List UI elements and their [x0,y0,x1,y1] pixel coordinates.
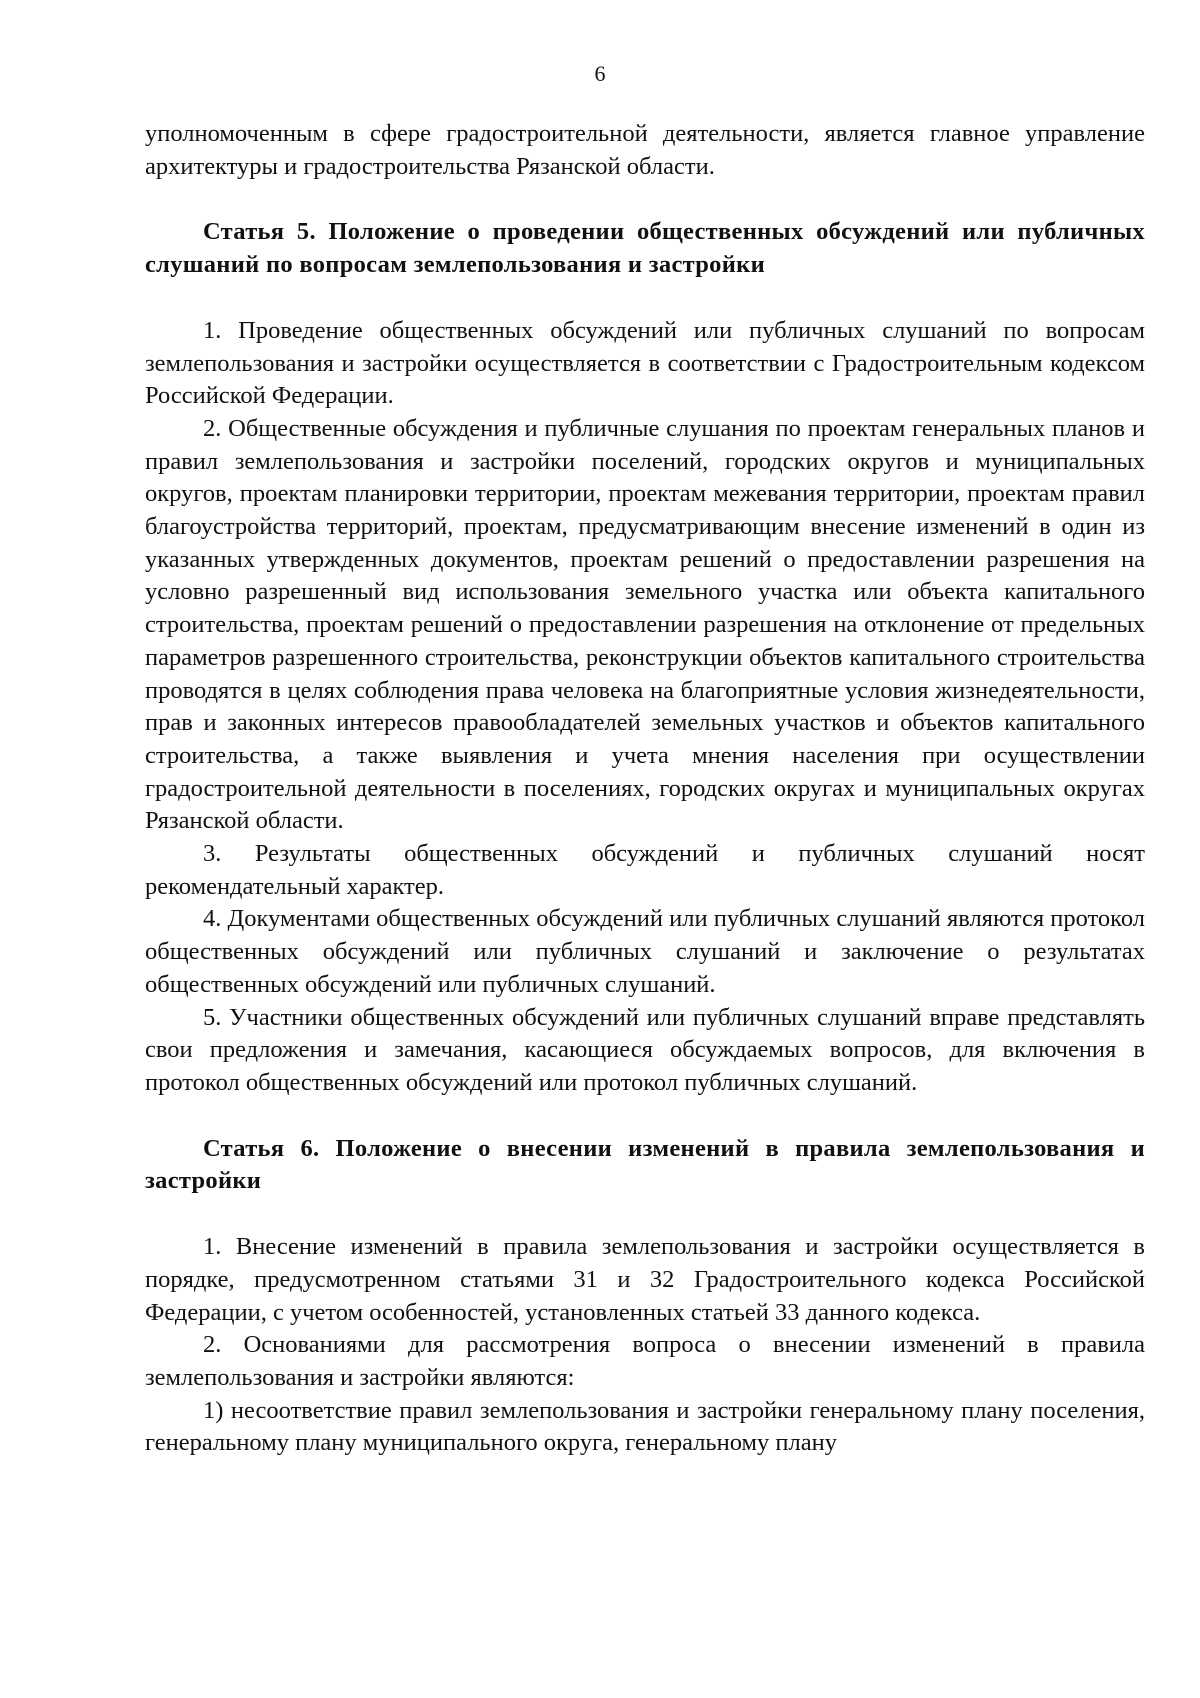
paragraph-continuation: уполномоченным в сфере градостроительной деятельности, является главное управление архитектуры и градостроительства Рязанской области. [145,120,1145,180]
page-number: 6 [594,61,606,86]
article-5-clause-5: 5. Участники общественных обсуждений или публичных слушаний вправе представлять свои предложения и замечания, касающиеся обсуждаемых вопросов, для включения в протокол общественных обсуждений или протокол публичных слушаний. [145,1003,1145,1096]
article-5-clause-1: 1. Проведение общественных обсуждений или публичных слушаний по вопросам землепользования и застройки осуществляется в соответствии с Градостроительным кодексом Российской Федерации. [145,316,1145,410]
article-5-clause-4: 4. Документами общественных обсуждений или публичных слушаний являются протокол общественных обсуждений или публичных слушаний и заключение о результатах общественных обсуждений или публичных слушаний. [145,905,1145,998]
article-6-clause-2: 2. Основаниями для рассмотрения вопроса о внесении изменений в правила землепользования и застройки являются: [145,1331,1145,1391]
article-5-clause-2: 2. Общественные обсуждения и публичные слушания по проектам генеральных планов и правил землепользования и застройки поселений, городских округов и муниципальных округов, проектам планировки территории, проектам межевания территории, проектам правил благоустройства территорий, проектам, предусматривающим внесение изменений в один из указанных утвержденных документов, проектам решений о предоставлении разрешения на условно разрешенный вид использования земельного участка или объекта капитального строительства, проектам решений о предоставлении разрешения на отклонение от предельных параметров разрешенного строительства, реконструкции объектов капитального строительства проводятся в целях соблюдения права человека на благоприятные условия жизнедеятельности, прав и законных интересов правообладателей земельных участков и объектов капитального строительства, а также выявления и учета мнения населения при осуществлении градостроительной деятельности в поселениях, городских округах и муниципальных округах Рязанской области. [145,414,1145,835]
article-6-heading: Статья 6. Положение о внесении изменений в правила землепользования и застройки [145,1134,1145,1195]
article-5-clause-3: 3. Результаты общественных обсуждений и публичных слушаний носят рекомендательный характер. [145,840,1145,900]
article-6-clause-1: 1. Внесение изменений в правила землепользования и застройки осуществляется в порядке, предусмотренном статьями 31 и 32 Градостроительного кодекса Российской Федерации, с учетом особенностей, установленных статьей 33 данного кодекса. [145,1233,1145,1326]
document-body [145,118,1145,1460]
article-5-heading: Статья 5. Положение о проведении общественных обсуждений или публичных слушаний по вопросам землепользования и застройки [145,218,1145,279]
article-6-clause-2-item-1: 1) несоответствие правил землепользования и застройки генеральному плану поселения, генеральному плану муниципального округа, генеральному плану [145,1396,1145,1457]
